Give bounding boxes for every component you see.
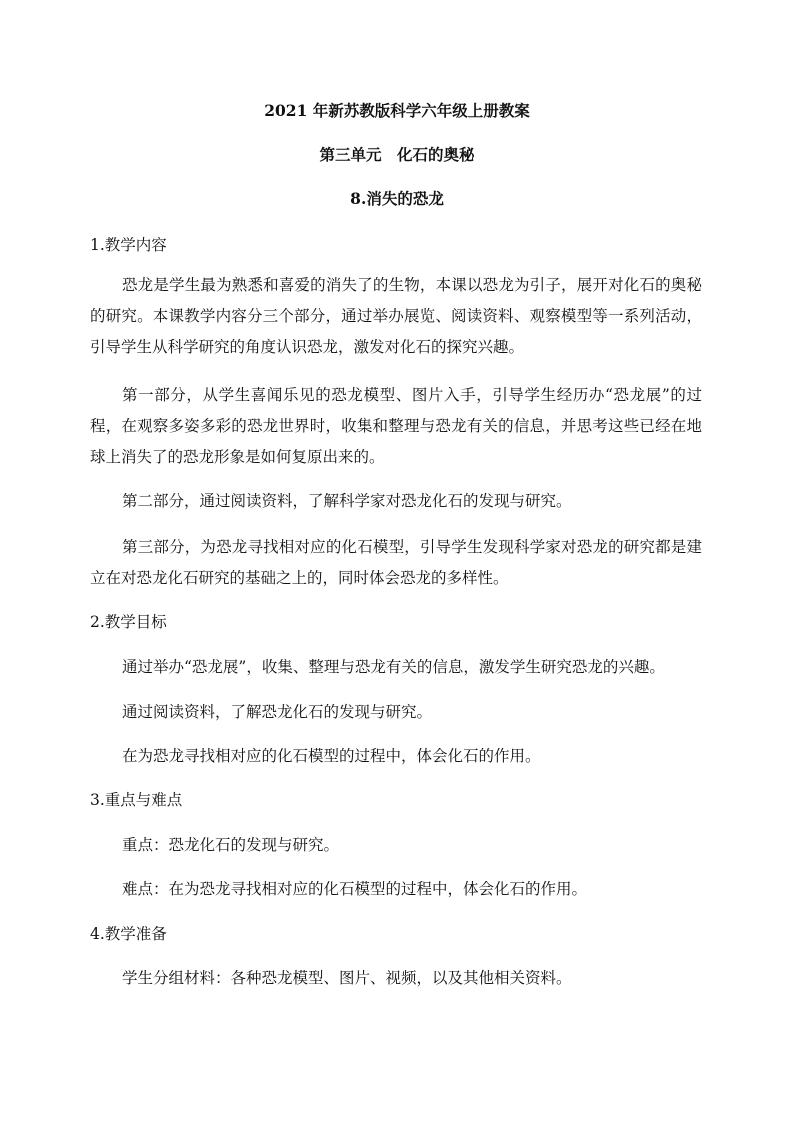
paragraph: 第二部分，通过阅读资料，了解科学家对恐龙化石的发现与研究。 [122, 492, 572, 510]
paragraph: 重点：恐龙化石的发现与研究。 [122, 836, 340, 854]
paragraph: 第三部分，为恐龙寻找相对应的化石模型，引导学生发现科学家对恐龙的研究都是建立在对恐龙化石研究的基础之上的，同时体会恐龙的多样性。 [90, 538, 702, 587]
section-heading-teaching-goals: 2.教学目标 [90, 613, 167, 631]
unit-title: 第三单元 化石的奥秘 [319, 145, 475, 164]
document-title: 2021 年新苏教版科学六年级上册教案 [264, 101, 530, 120]
paragraph: 第一部分，从学生喜闻乐见的恐龙模型、图片入手，引导学生经历办“恐龙展”的过程，在观察多姿多彩的恐龙世界时，收集和整理与恐龙有关的信息，并思考这些已经在地球上消失了的恐龙形象是如何复原出来的。 [90, 386, 702, 466]
paragraph: 通过阅读资料，了解恐龙化石的发现与研究。 [122, 703, 433, 721]
paragraph: 学生分组材料：各种恐龙模型、图片、视频，以及其他相关资料。 [122, 969, 572, 987]
section-heading-preparation: 4.教学准备 [90, 925, 167, 943]
section-heading-key-points: 3.重点与难点 [90, 791, 183, 809]
paragraph: 难点：在为恐龙寻找相对应的化石模型的过程中，体会化石的作用。 [122, 880, 588, 898]
paragraph: 恐龙是学生最为熟悉和喜爱的消失了的生物，本课以恐龙为引子，展开对化石的奥秘的研究。本课教学内容分三个部分，通过举办展览、阅读资料、观察模型等一系列活动，引导学生从科学研究的角度认识恐龙，激发对化石的探究兴趣。 [90, 276, 702, 356]
paragraph: 通过举办“恐龙展”，收集、整理与恐龙有关的信息，激发学生研究恐龙的兴趣。 [122, 658, 665, 676]
paragraph: 在为恐龙寻找相对应的化石模型的过程中，体会化石的作用。 [122, 747, 541, 765]
section-heading-teaching-content: 1.教学内容 [90, 236, 167, 254]
lesson-title: 8.消失的恐龙 [350, 189, 444, 208]
